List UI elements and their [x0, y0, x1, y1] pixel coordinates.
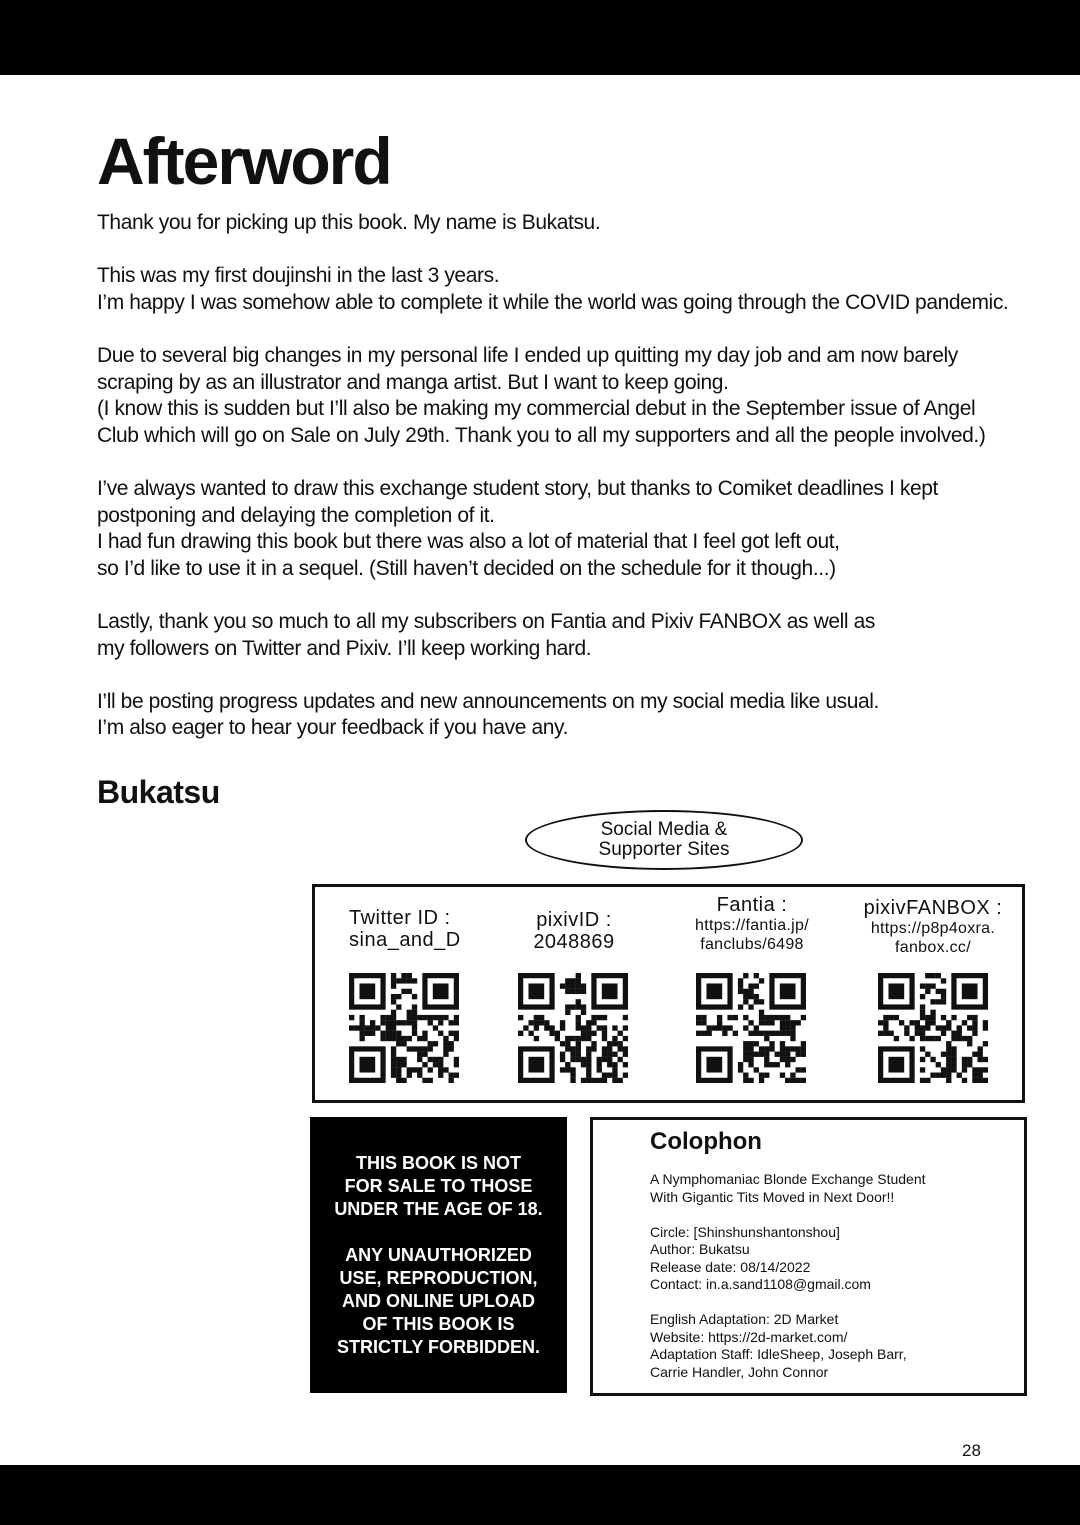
colophon-line: Adaptation Staff: IdleSheep, Joseph Barr,	[650, 1346, 907, 1362]
colophon-line: Circle: [Shinshunshantonshou]	[650, 1223, 840, 1240]
warning-line: THIS BOOK IS NOT	[355, 1152, 521, 1173]
warning-line: UNDER THE AGE OF 18.	[334, 1198, 543, 1219]
fanbox-url: fanbox.cc/	[895, 939, 971, 956]
pixiv-id: 2048869	[533, 931, 615, 953]
body-line: I’ll be posting progress updates and new announcements on my social media like usual.	[97, 689, 879, 713]
body-line: I’m also eager to hear your feedback if you have any.	[97, 716, 569, 740]
fanbox-label: pixivFANBOX :	[863, 897, 1003, 919]
afterword-body	[97, 210, 1027, 768]
body-line: I had fun drawing this book but there was also a lot of material that I feel got left out,	[97, 530, 840, 554]
twitter-entry	[349, 907, 461, 951]
warning-line: AND ONLINE UPLOAD	[342, 1290, 535, 1311]
body-line: Lastly, thank you so much to all my subscribers on Fantia and Pixiv FANBOX as well as	[97, 609, 875, 633]
body-line: This was my first doujinshi in the last 3 years.	[97, 264, 500, 288]
twitter-id: sina_and_D	[349, 929, 461, 951]
qr-code-icon[interactable]	[696, 973, 806, 1083]
pixiv-label: pixivID :	[536, 909, 612, 931]
body-line: I’m happy I was somehow able to complete it while the world was going through the COVID pandemic.	[97, 290, 1009, 314]
twitter-label: Twitter ID :	[349, 907, 451, 929]
author-signature: Bukatsu	[97, 774, 220, 810]
colophon-line: Website: https://2d-market.com/	[650, 1328, 848, 1345]
paragraph-3	[97, 343, 1027, 449]
age-warning-box	[310, 1117, 567, 1393]
qr-code-icon[interactable]	[878, 973, 988, 1083]
colophon-line: Release date: 08/14/2022	[650, 1258, 811, 1275]
fantia-entry	[677, 894, 827, 954]
body-line: Thank you for picking up this book. My name is Bukatsu.	[97, 211, 601, 234]
colophon-line: Carrie Handler, John Connor	[650, 1363, 829, 1380]
page-number: 28	[962, 1441, 981, 1460]
page-title: Afterword	[97, 124, 391, 198]
age-warning-text	[334, 1152, 542, 1359]
paragraph-1	[97, 210, 1027, 237]
body-line: postponing and delaying the completion of it.	[97, 503, 495, 527]
top-black-bar	[0, 0, 1080, 75]
warning-line: STRICTLY FORBIDDEN.	[336, 1336, 541, 1357]
colophon-line: English Adaptation: 2D Market	[650, 1311, 839, 1327]
body-line: (I know this is sudden but I’ll also be making my commercial debut in the September issue of Angel	[97, 397, 976, 421]
fanbox-url: https://p8p4oxra.	[870, 920, 996, 937]
colophon-line: Author: Bukatsu	[650, 1241, 750, 1257]
fantia-label: Fantia :	[716, 894, 788, 916]
colophon-line: A Nymphomaniac Blonde Exchange Student	[650, 1171, 926, 1187]
colophon-title: Colophon	[650, 1128, 762, 1155]
body-line: Club which will go on Sale on July 29th. Thank you to all my supporters and all the people involved.)	[97, 423, 986, 447]
body-line: so I’d like to use it in a sequel. (Still haven’t decided on the schedule for it though...)	[97, 556, 836, 580]
paragraph-6	[97, 689, 1027, 742]
body-line: Due to several big changes in my personal life I ended up quitting my day job and am now barely	[97, 343, 958, 367]
social-heading-oval	[525, 810, 803, 870]
paragraph-2	[97, 263, 1027, 316]
body-line: my followers on Twitter and Pixiv. I’ll keep working hard.	[97, 636, 592, 660]
bottom-black-bar	[0, 1465, 1080, 1525]
fantia-url: https://fantia.jp/	[695, 917, 809, 934]
social-heading-line: Supporter Sites	[598, 839, 730, 860]
social-links-box	[312, 884, 1025, 1103]
colophon-line: With Gigantic Tits Moved in Next Door!!	[650, 1188, 895, 1205]
colophon-details	[650, 1171, 926, 1381]
qr-code-icon[interactable]	[518, 973, 628, 1083]
body-line: scraping by as an illustrator and manga artist. But I want to keep going.	[97, 370, 729, 394]
paragraph-5	[97, 609, 1027, 662]
warning-line: ANY UNAUTHORIZED	[345, 1244, 532, 1265]
warning-line: OF THIS BOOK IS	[362, 1313, 515, 1334]
pixiv-entry	[524, 909, 624, 953]
colophon-box	[590, 1117, 1027, 1396]
fanbox-entry	[858, 897, 1008, 957]
warning-line: FOR SALE TO THOSE	[344, 1175, 533, 1196]
social-heading-line: Social Media &	[600, 819, 728, 840]
paragraph-4	[97, 476, 1027, 582]
colophon-line: Contact: in.a.sand1108@gmail.com	[650, 1276, 871, 1292]
warning-line: USE, REPRODUCTION,	[339, 1267, 538, 1288]
qr-code-icon[interactable]	[349, 973, 459, 1083]
fantia-url: fanclubs/6498	[700, 936, 804, 953]
body-line: I’ve always wanted to draw this exchange student story, but thanks to Comiket deadlines I kept	[97, 476, 938, 500]
